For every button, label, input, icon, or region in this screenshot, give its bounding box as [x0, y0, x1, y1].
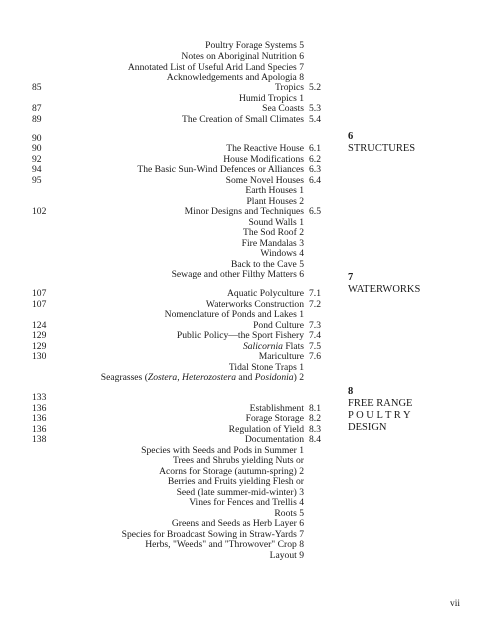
chapter-number: 6 [348, 131, 354, 142]
chapter-heading [348, 272, 420, 296]
toc-section-number: 8.3 [309, 424, 321, 435]
toc-row [0, 103, 491, 114]
toc-section-number: 7.5 [309, 341, 321, 352]
toc-section-number: 6.3 [309, 164, 321, 175]
toc-entry-title: Humid Tropics 1 [238, 93, 304, 104]
toc-entry-title: Tidal Stone Traps 1 [228, 362, 304, 373]
toc-entry-title: Roots 5 [274, 508, 304, 519]
chapter-title-line: DESIGN [348, 422, 387, 433]
toc-row [0, 392, 491, 403]
toc-row [0, 40, 491, 51]
toc-entry-title: Berries and Fruits yielding Flesh or [167, 476, 304, 487]
toc-entry-title: Species for Broadcast Sowing in Straw-Yards 7 [121, 529, 304, 540]
toc-entry-title: Some Novel Houses [225, 175, 304, 186]
toc-row [0, 143, 491, 154]
toc-row [0, 164, 491, 175]
toc-entry-title: Vines for Fences and Trellis 4 [189, 497, 304, 508]
chapter-number: 7 [348, 272, 354, 283]
toc-page-number: 102 [32, 206, 47, 217]
toc-entry-title: Notes on Aboriginal Nutrition 6 [181, 51, 304, 62]
toc-page-number: 87 [32, 103, 42, 114]
toc-row [0, 518, 491, 529]
toc-row [0, 82, 491, 93]
toc-page-number: 95 [32, 175, 42, 186]
toc-entry-title: Tropics [275, 82, 304, 93]
toc-entry-title: The Basic Sun-Wind Defences or Alliances [137, 164, 304, 175]
toc-entry-title: Salicornia Flats [242, 341, 304, 352]
toc-page-number: 130 [32, 351, 47, 362]
toc-entry-title: Establishment [249, 403, 304, 414]
toc-section-number: 5.4 [309, 114, 321, 125]
chapter-title-line: FREE RANGE [348, 398, 413, 409]
toc-page-number: 85 [32, 82, 42, 93]
toc-section-number: 7.2 [309, 299, 321, 310]
toc-entry-title: Acorns for Storage (autumn-spring) 2 [159, 466, 304, 477]
chapter-title-line: P O U L T R Y [348, 410, 411, 421]
toc-entry-title: Pond Culture [253, 320, 304, 331]
toc-section-number: 7.6 [309, 351, 321, 362]
toc-page-number: 90 [32, 133, 42, 144]
toc-entry-title: Herbs, "Weeds" and "Throwover" Crop 8 [145, 539, 304, 550]
toc-entry-title: Nomenclature of Ponds and Lakes 1 [164, 309, 304, 320]
toc-entry-title: Poultry Forage Systems 5 [205, 40, 304, 51]
toc-entry-title: Trees and Shrubs yielding Nuts or [172, 455, 304, 466]
toc-row [0, 51, 491, 62]
toc-row [0, 550, 491, 561]
toc-row [0, 434, 491, 445]
toc-page-number: 133 [32, 392, 47, 403]
toc-page-number: 138 [32, 434, 47, 445]
toc-entry-title: Documentation [244, 434, 304, 445]
toc-section-number: 8.1 [309, 403, 321, 414]
toc-row [0, 476, 491, 487]
toc-section-number: 6.1 [309, 143, 321, 154]
toc-page-number: 136 [32, 424, 47, 435]
toc-section-number: 7.1 [309, 288, 321, 299]
toc-page-number: 107 [32, 288, 47, 299]
chapter-title-line: WATERWORKS [348, 284, 421, 295]
toc-entry-title: Waterworks Construction [205, 299, 304, 310]
toc-row [0, 206, 491, 217]
toc-entry-title: Minor Designs and Techniques [184, 206, 304, 217]
toc-row [0, 227, 491, 238]
toc-section-number: 7.3 [309, 320, 321, 331]
toc-section-number: 5.3 [309, 103, 321, 114]
toc-page-number: 89 [32, 114, 42, 125]
page-folio: vii [450, 599, 461, 609]
toc-row [0, 413, 491, 424]
toc-section-number: 5.2 [309, 82, 321, 93]
toc-entry-title: Back to the Cave 5 [231, 259, 304, 270]
toc-entry-title: Mariculture [258, 351, 304, 362]
toc-section-number: 8.4 [309, 434, 321, 445]
toc-entry-title: Layout 9 [269, 550, 304, 561]
toc-row [0, 248, 491, 259]
toc-row [0, 539, 491, 550]
toc-page-number: 124 [32, 320, 47, 331]
toc-entry-title: Greens and Seeds as Herb Layer 6 [171, 518, 304, 529]
chapter-heading [348, 386, 412, 434]
toc-entry-title: The Reactive House [226, 143, 304, 154]
toc-entry-title: The Creation of Small Climates [181, 114, 304, 125]
chapter-heading [348, 131, 415, 155]
toc-entry-title: Seed (late summer-mid-winter) 3 [176, 487, 304, 498]
toc-page-number: 129 [32, 341, 47, 352]
toc-row [0, 114, 491, 125]
chapter-number: 8 [348, 386, 354, 397]
toc-page-number: 92 [32, 154, 42, 165]
toc-entry-title: Seagrasses (Zostera, Heterozostera and Posidonia) 2 [100, 372, 304, 383]
toc-entry-title: Forage Storage [245, 413, 304, 424]
toc-entry-title: Earth Houses 1 [245, 185, 304, 196]
toc-row [0, 309, 491, 320]
toc-page-number: 136 [32, 413, 47, 424]
toc-section-number: 6.5 [309, 206, 321, 217]
toc-row [0, 185, 491, 196]
toc-entry-title: Annotated List of Useful Arid Land Species 7 [127, 62, 304, 73]
toc-page-number: 94 [32, 164, 42, 175]
toc-entry-title: Species with Seeds and Pods in Summer 1 [141, 445, 304, 456]
chapter-title-line: STRUCTURES [348, 143, 416, 154]
toc-page-number: 129 [32, 330, 47, 341]
toc-entry-title: Windows 4 [260, 248, 304, 259]
toc-row [0, 372, 491, 383]
toc-row [0, 455, 491, 466]
toc-row [0, 351, 491, 362]
toc-row [0, 497, 491, 508]
toc-entry-title: House Modifications [223, 154, 304, 165]
toc-entry-title: Plant Houses 2 [246, 196, 304, 207]
toc-entry-title: Sea Coasts [262, 103, 304, 114]
toc-page-number: 107 [32, 299, 47, 310]
toc-entry-title: Public Policy—the Sport Fishery [176, 330, 304, 341]
toc-section-number: 6.4 [309, 175, 321, 186]
toc-entry-title: Fire Mandalas 3 [241, 238, 304, 249]
toc-entry-title: Sewage and other Filthy Matters 6 [171, 269, 304, 280]
toc-section-number: 6.2 [309, 154, 321, 165]
toc-entry-title: Acknowledgements and Apologia 8 [166, 72, 304, 83]
toc-section-number: 8.2 [309, 413, 321, 424]
toc-page-number: 136 [32, 403, 47, 414]
toc-row [0, 330, 491, 341]
toc-entry-title: The Sod Roof 2 [242, 227, 304, 238]
toc-entry-title: Aquatic Polyculture [227, 288, 304, 299]
toc-page-number: 90 [32, 143, 42, 154]
toc-section-number: 7.4 [309, 330, 321, 341]
toc-entry-title: Sound Walls 1 [248, 217, 304, 228]
toc-entry-title: Regulation of Yield [228, 424, 304, 435]
